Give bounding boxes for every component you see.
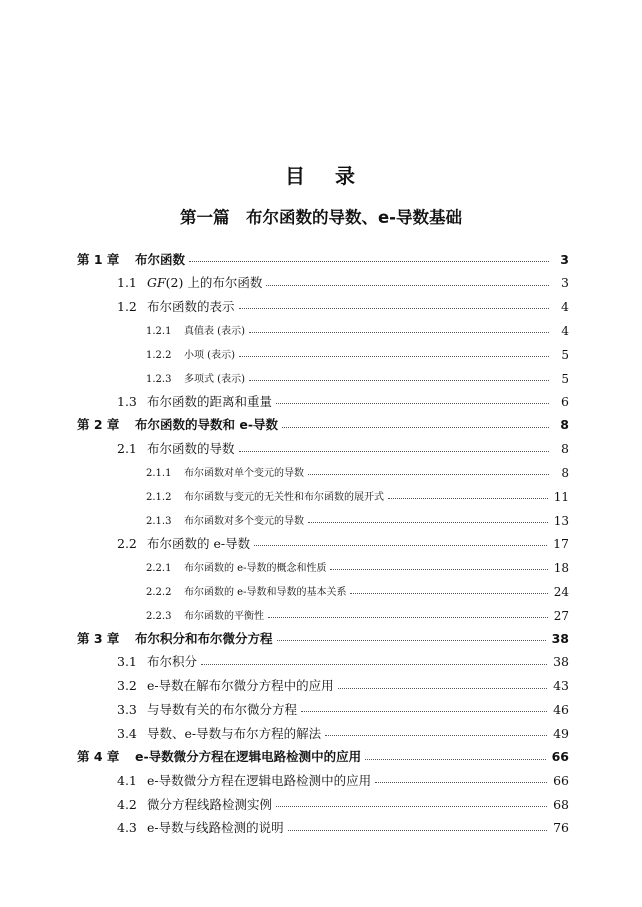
toc-entry-page: 18 <box>553 561 569 576</box>
toc-entry[interactable] <box>117 649 569 669</box>
toc-dot-leader <box>277 639 546 641</box>
toc-entry-title: e-导数与线路检测的说明 <box>147 820 284 836</box>
toc-entry-title: 与导数有关的布尔微分方程 <box>147 701 298 717</box>
toc-entry-page: 27 <box>553 608 569 623</box>
toc-entry-page: 38 <box>553 654 569 670</box>
toc-entry-number: 4.2 <box>117 796 137 812</box>
toc-entry[interactable] <box>146 365 569 385</box>
toc-entry-page: 3 <box>561 275 569 291</box>
toc-entry[interactable] <box>146 483 569 503</box>
toc-dot-leader <box>239 355 549 357</box>
toc-entry-title: 微分方程线路检测实例 <box>147 796 273 812</box>
toc-entry-title: 布尔函数与变元的无关性和布尔函数的展开式 <box>184 492 384 503</box>
toc-entry-page: 3 <box>560 251 569 267</box>
toc-entry-page: 46 <box>553 701 569 717</box>
toc-entry-page: 66 <box>551 749 569 765</box>
toc-entry[interactable] <box>77 625 569 645</box>
toc-entry-number: 3.4 <box>117 725 137 741</box>
toc-entry-page: 17 <box>553 535 569 551</box>
toc-entry-title: 多项式 (表示) <box>184 373 245 385</box>
toc-entry-title <box>147 277 262 290</box>
toc-entry[interactable] <box>77 246 569 266</box>
toc-entry-number: 2.2.1 <box>146 563 172 575</box>
toc-entry-page: 11 <box>553 490 569 504</box>
toc-dot-leader <box>239 450 549 452</box>
toc-dot-leader <box>388 497 548 499</box>
toc-entry-title: 真值表 (表示) <box>184 326 245 338</box>
toc-entry-page: 38 <box>551 630 569 646</box>
toc-entry-page: 8 <box>561 441 569 457</box>
toc-entry-number: 2.2.2 <box>146 586 172 598</box>
toc-entry[interactable] <box>117 696 569 716</box>
toc-entry-number: 第 4 章 <box>77 749 120 765</box>
toc-entry[interactable] <box>117 530 569 550</box>
toc-entry-number: 第 3 章 <box>77 630 120 646</box>
toc-entry-page: 66 <box>553 772 569 788</box>
toc-dot-leader <box>301 710 547 712</box>
toc-entry-title: 布尔函数的平衡性 <box>184 610 264 622</box>
toc-entry[interactable] <box>117 388 569 408</box>
toc-dot-leader <box>365 758 545 760</box>
toc-entry[interactable] <box>146 602 569 622</box>
toc-entry-page: 43 <box>553 678 569 694</box>
toc-entry[interactable] <box>117 673 569 693</box>
toc-entry[interactable] <box>146 341 569 361</box>
toc-entry-title: 布尔函数的导数 <box>147 441 235 457</box>
toc-entry[interactable] <box>117 270 569 290</box>
toc-dot-leader <box>254 544 547 546</box>
toc-entry-title: 布尔函数的表示 <box>147 298 235 314</box>
toc-entry-title: 布尔函数对单个变元的导数 <box>184 468 304 480</box>
toc-entry[interactable] <box>77 412 569 432</box>
toc-entry[interactable] <box>117 436 569 456</box>
toc-entry-page: 5 <box>561 347 569 362</box>
toc-dot-leader <box>308 521 548 523</box>
page-title <box>0 160 642 189</box>
toc-dot-leader <box>288 829 547 831</box>
toc-dot-leader <box>201 663 547 665</box>
toc-entry-title: 布尔函数对多个变元的导数 <box>184 515 304 527</box>
toc-dot-leader <box>350 592 547 594</box>
toc-entry-number: 3.3 <box>117 701 137 717</box>
page-title-char-1: 目 <box>285 164 307 188</box>
toc-entry-title: e-导数微分方程在逻辑电路检测中的应用 <box>147 772 372 788</box>
toc-dot-leader <box>189 260 549 262</box>
toc-entry-page: 4 <box>561 298 569 314</box>
toc-entry-title: 布尔函数 <box>135 251 186 267</box>
toc-dot-leader <box>276 402 549 404</box>
toc-entry-page: 6 <box>561 393 569 409</box>
toc-entry-title: 布尔函数的 e-导数的概念和性质 <box>184 563 327 575</box>
toc-entry-number: 1.2.2 <box>146 349 172 361</box>
toc-entry[interactable] <box>146 459 569 479</box>
toc-entry-title: 布尔函数的 e-导数和导数的基本关系 <box>184 586 347 598</box>
toc-entry[interactable] <box>146 507 569 527</box>
toc-entry[interactable] <box>117 767 569 787</box>
toc-entry-number: 3.2 <box>117 678 137 694</box>
toc-entry-title: 布尔函数的导数和 e-导数 <box>135 417 279 433</box>
toc-dot-leader <box>308 473 549 475</box>
toc-entry-title: 布尔函数的 e-导数 <box>147 535 251 551</box>
toc-entry-number: 4.1 <box>117 772 137 788</box>
part-title: 第一篇 布尔函数的导数、e-导数基础 <box>179 208 463 227</box>
toc-dot-leader <box>338 687 547 689</box>
toc-entry-number: 2.2.3 <box>146 610 172 622</box>
toc-entry-number: 4.3 <box>117 820 137 836</box>
toc-entry-number: 1.2 <box>117 298 137 314</box>
toc-dot-leader <box>330 568 547 570</box>
toc-entry-page: 8 <box>560 417 569 433</box>
toc-dot-leader <box>249 331 549 333</box>
toc-entry-page: 8 <box>561 466 569 481</box>
toc-entry-number: 3.1 <box>117 654 137 670</box>
toc-dot-leader <box>249 379 549 381</box>
toc-dot-leader <box>282 426 549 428</box>
toc-entry[interactable] <box>117 293 569 313</box>
toc-entry-title: 布尔积分和布尔微分方程 <box>135 630 273 646</box>
toc-dot-leader <box>266 284 549 286</box>
toc-entry-number: 2.1.1 <box>146 468 172 480</box>
toc-entry-title: 布尔积分 <box>147 654 198 670</box>
toc-entry-title: e-导数微分方程在逻辑电路检测中的应用 <box>135 749 362 765</box>
toc-entry[interactable] <box>146 578 569 598</box>
toc-entry[interactable] <box>77 744 569 764</box>
toc-entry[interactable] <box>117 791 569 811</box>
toc-entry-number: 1.3 <box>117 393 137 409</box>
toc-entry-page: 5 <box>561 371 569 386</box>
page-title-char-2: 录 <box>335 164 357 188</box>
toc-entry-page: 49 <box>553 725 569 741</box>
toc-entry-title: e-导数在解布尔微分方程中的应用 <box>147 678 334 694</box>
toc-entry[interactable] <box>146 554 569 574</box>
toc-entry-page: 68 <box>553 796 569 812</box>
toc-entry-number: 1.1 <box>117 275 137 291</box>
toc-entry-page: 24 <box>553 584 569 599</box>
toc-entry-title-rest: (2) 上的布尔函数 <box>165 275 263 291</box>
toc-entry-number: 2.2 <box>117 535 137 551</box>
toc-dot-leader <box>268 616 548 618</box>
toc-entry-title-math: GF <box>147 275 166 291</box>
toc-entry[interactable] <box>117 815 569 835</box>
toc-entry-number: 2.1 <box>117 441 137 457</box>
toc-entry-title: 布尔函数的距离和重量 <box>147 393 273 409</box>
toc-entry[interactable] <box>117 720 569 740</box>
toc-entry-number: 1.2.3 <box>146 373 172 385</box>
toc-entry-number: 1.2.1 <box>146 326 172 338</box>
toc-entry-number: 第 2 章 <box>77 417 120 433</box>
toc-entry-number: 第 1 章 <box>77 251 120 267</box>
toc-entry-title: 小项 (表示) <box>184 349 235 361</box>
toc-dot-leader <box>375 781 547 783</box>
toc-entry-title: 导数、e-导数与布尔方程的解法 <box>147 725 322 741</box>
toc-dot-leader <box>239 307 549 309</box>
toc-entry-page: 76 <box>553 820 569 836</box>
toc-entry-number: 2.1.2 <box>146 492 172 503</box>
toc-dot-leader <box>276 805 547 807</box>
toc-dot-leader <box>325 734 547 736</box>
toc-entry-page: 13 <box>553 513 569 528</box>
toc-entry-page: 4 <box>561 324 569 339</box>
toc-entry-number: 2.1.3 <box>146 515 172 527</box>
toc-entry[interactable] <box>146 317 569 337</box>
